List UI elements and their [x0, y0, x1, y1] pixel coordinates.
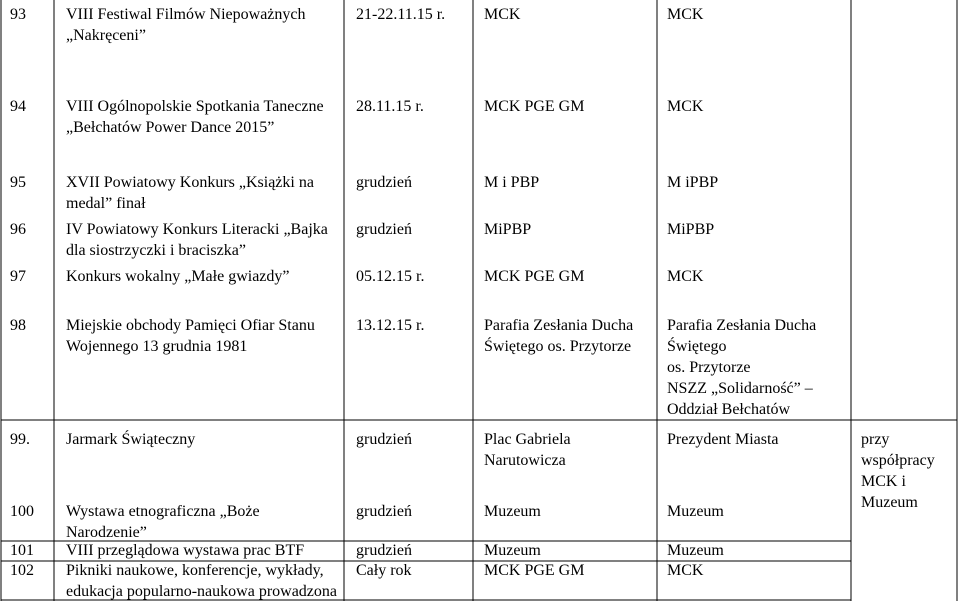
cell-date	[356, 429, 412, 450]
cell-name	[66, 560, 337, 602]
organizer-line: Świętego os. Przytorze	[484, 338, 632, 355]
name-line: medal” finał	[66, 195, 146, 212]
date-line: grudzień	[356, 174, 412, 191]
cell-partner	[667, 540, 724, 561]
cell-partner	[667, 315, 816, 420]
partner-line: Muzeum	[667, 542, 724, 559]
name-line: Konkurs wokalny „Małe gwiazdy”	[66, 268, 290, 285]
partner-line: os. Przytorze	[667, 359, 751, 376]
cell-partner	[667, 560, 703, 581]
no-line: 101	[10, 542, 34, 559]
partner-line: MCK	[667, 562, 704, 579]
name-line: edukacja popularno-naukowa prowadzona	[66, 583, 337, 600]
cell-name	[66, 219, 328, 261]
cell-date	[356, 266, 424, 287]
name-line: Miejskie obchody Pamięci Ofiar Stanu	[66, 317, 315, 334]
cell-no	[10, 501, 34, 522]
no-line: 94	[10, 98, 26, 115]
cell-date	[356, 96, 424, 117]
cell-name	[66, 172, 314, 214]
cell-no	[10, 266, 26, 287]
no-line: 93	[10, 6, 26, 23]
name-line: dla siostrzyczki i braciszka”	[66, 242, 246, 259]
partner-line: Parafia Zesłania Ducha	[667, 317, 817, 334]
name-line: XVII Powiatowy Konkurs „Książki na	[66, 174, 314, 191]
name-line: Jarmark Świąteczny	[66, 431, 196, 448]
partner-line: Świętego	[667, 338, 727, 355]
name-line: VIII Festiwal Filmów Niepoważnych	[66, 6, 306, 23]
cell-partner	[667, 172, 718, 193]
name-line: Wojennego 13 grudnia 1981	[66, 338, 248, 355]
cell-date	[356, 315, 424, 336]
organizer-line: Muzeum	[484, 503, 541, 520]
cell-name	[66, 266, 290, 287]
organizer-line: M i PBP	[484, 174, 540, 191]
date-line: grudzień	[356, 503, 412, 520]
cell-organizer	[484, 172, 539, 193]
cell-partner	[667, 266, 703, 287]
name-line: Pikniki naukowe, konferencje, wykłady,	[66, 562, 324, 579]
organizer-line: MiPBP	[484, 221, 532, 238]
cell-organizer	[484, 96, 584, 117]
cell-no	[10, 219, 26, 240]
cell-organizer	[484, 501, 541, 522]
no-line: 95	[10, 174, 26, 191]
partner-line: MiPBP	[667, 221, 715, 238]
no-line: 100	[10, 503, 34, 520]
cell-partner	[667, 219, 714, 240]
date-line: grudzień	[356, 221, 412, 238]
cell-organizer	[484, 4, 520, 25]
partner-line: MCK	[667, 6, 704, 23]
cell-name	[66, 501, 260, 543]
cell-no	[10, 560, 34, 581]
date-line: 05.12.15 r.	[356, 268, 425, 285]
cell-date	[356, 172, 412, 193]
cell-organizer	[484, 429, 571, 471]
cell-organizer	[484, 266, 584, 287]
cell-date	[356, 560, 412, 581]
cell-name	[66, 315, 315, 357]
name-line: Narodzenie”	[66, 524, 147, 541]
extra-line: MCK i	[861, 473, 906, 490]
date-line: grudzień	[356, 542, 412, 559]
name-line: Wystawa etnograficzna „Boże	[66, 503, 260, 520]
partner-line: NSZZ „Solidarność” –	[667, 380, 813, 397]
cell-date	[356, 4, 445, 25]
cell-no	[10, 429, 30, 450]
partner-line: Prezydent Miasta	[667, 431, 779, 448]
cell-partner	[667, 4, 703, 25]
date-line: 28.11.15 r.	[356, 98, 424, 115]
extra-line: Muzeum	[861, 494, 918, 511]
cell-date	[356, 501, 412, 522]
organizer-line: Narutowicza	[484, 452, 566, 469]
cell-organizer	[484, 540, 541, 561]
no-line: 99.	[10, 431, 30, 448]
partner-line: Oddział Bełchatów	[667, 401, 791, 418]
date-line: Cały rok	[356, 562, 412, 579]
date-line: 21-22.11.15 r.	[356, 6, 446, 23]
no-line: 98	[10, 317, 26, 334]
organizer-line: MCK PGE GM	[484, 268, 585, 285]
date-line: grudzień	[356, 431, 412, 448]
cell-organizer	[484, 560, 584, 581]
cell-extra	[861, 429, 935, 513]
name-line: „Nakręceni”	[66, 27, 146, 44]
cell-no	[10, 4, 26, 25]
no-line: 96	[10, 221, 26, 238]
no-line: 102	[10, 562, 34, 579]
cell-name	[66, 429, 195, 450]
partner-line: M iPBP	[667, 174, 719, 191]
organizer-line: MCK PGE GM	[484, 562, 585, 579]
organizer-line: Muzeum	[484, 542, 541, 559]
cell-organizer	[484, 315, 633, 357]
cell-name	[66, 540, 304, 561]
cell-organizer	[484, 219, 531, 240]
date-line: 13.12.15 r.	[356, 317, 425, 334]
partner-line: Muzeum	[667, 503, 724, 520]
organizer-line: MCK PGE GM	[484, 98, 585, 115]
cell-partner	[667, 429, 779, 450]
extra-line: przy	[861, 431, 890, 448]
partner-line: MCK	[667, 98, 704, 115]
no-line: 97	[10, 268, 26, 285]
cell-name	[66, 4, 306, 46]
cell-no	[10, 172, 26, 193]
name-line: VIII przeglądowa wystawa prac BTF	[66, 542, 305, 559]
cell-date	[356, 219, 412, 240]
cell-date	[356, 540, 412, 561]
name-line: „Bełchatów Power Dance 2015”	[66, 119, 275, 136]
cell-partner	[667, 96, 703, 117]
cell-no	[10, 540, 34, 561]
organizer-line: Plac Gabriela	[484, 431, 571, 448]
cell-no	[10, 96, 26, 117]
partner-line: MCK	[667, 268, 704, 285]
organizer-line: Parafia Zesłania Ducha	[484, 317, 634, 334]
extra-line: współpracy	[861, 452, 935, 469]
name-line: IV Powiatowy Konkurs Literacki „Bajka	[66, 221, 328, 238]
cell-partner	[667, 501, 724, 522]
cell-no	[10, 315, 26, 336]
organizer-line: MCK	[484, 6, 521, 23]
name-line: VIII Ogólnopolskie Spotkania Taneczne	[66, 98, 324, 115]
cell-name	[66, 96, 324, 138]
